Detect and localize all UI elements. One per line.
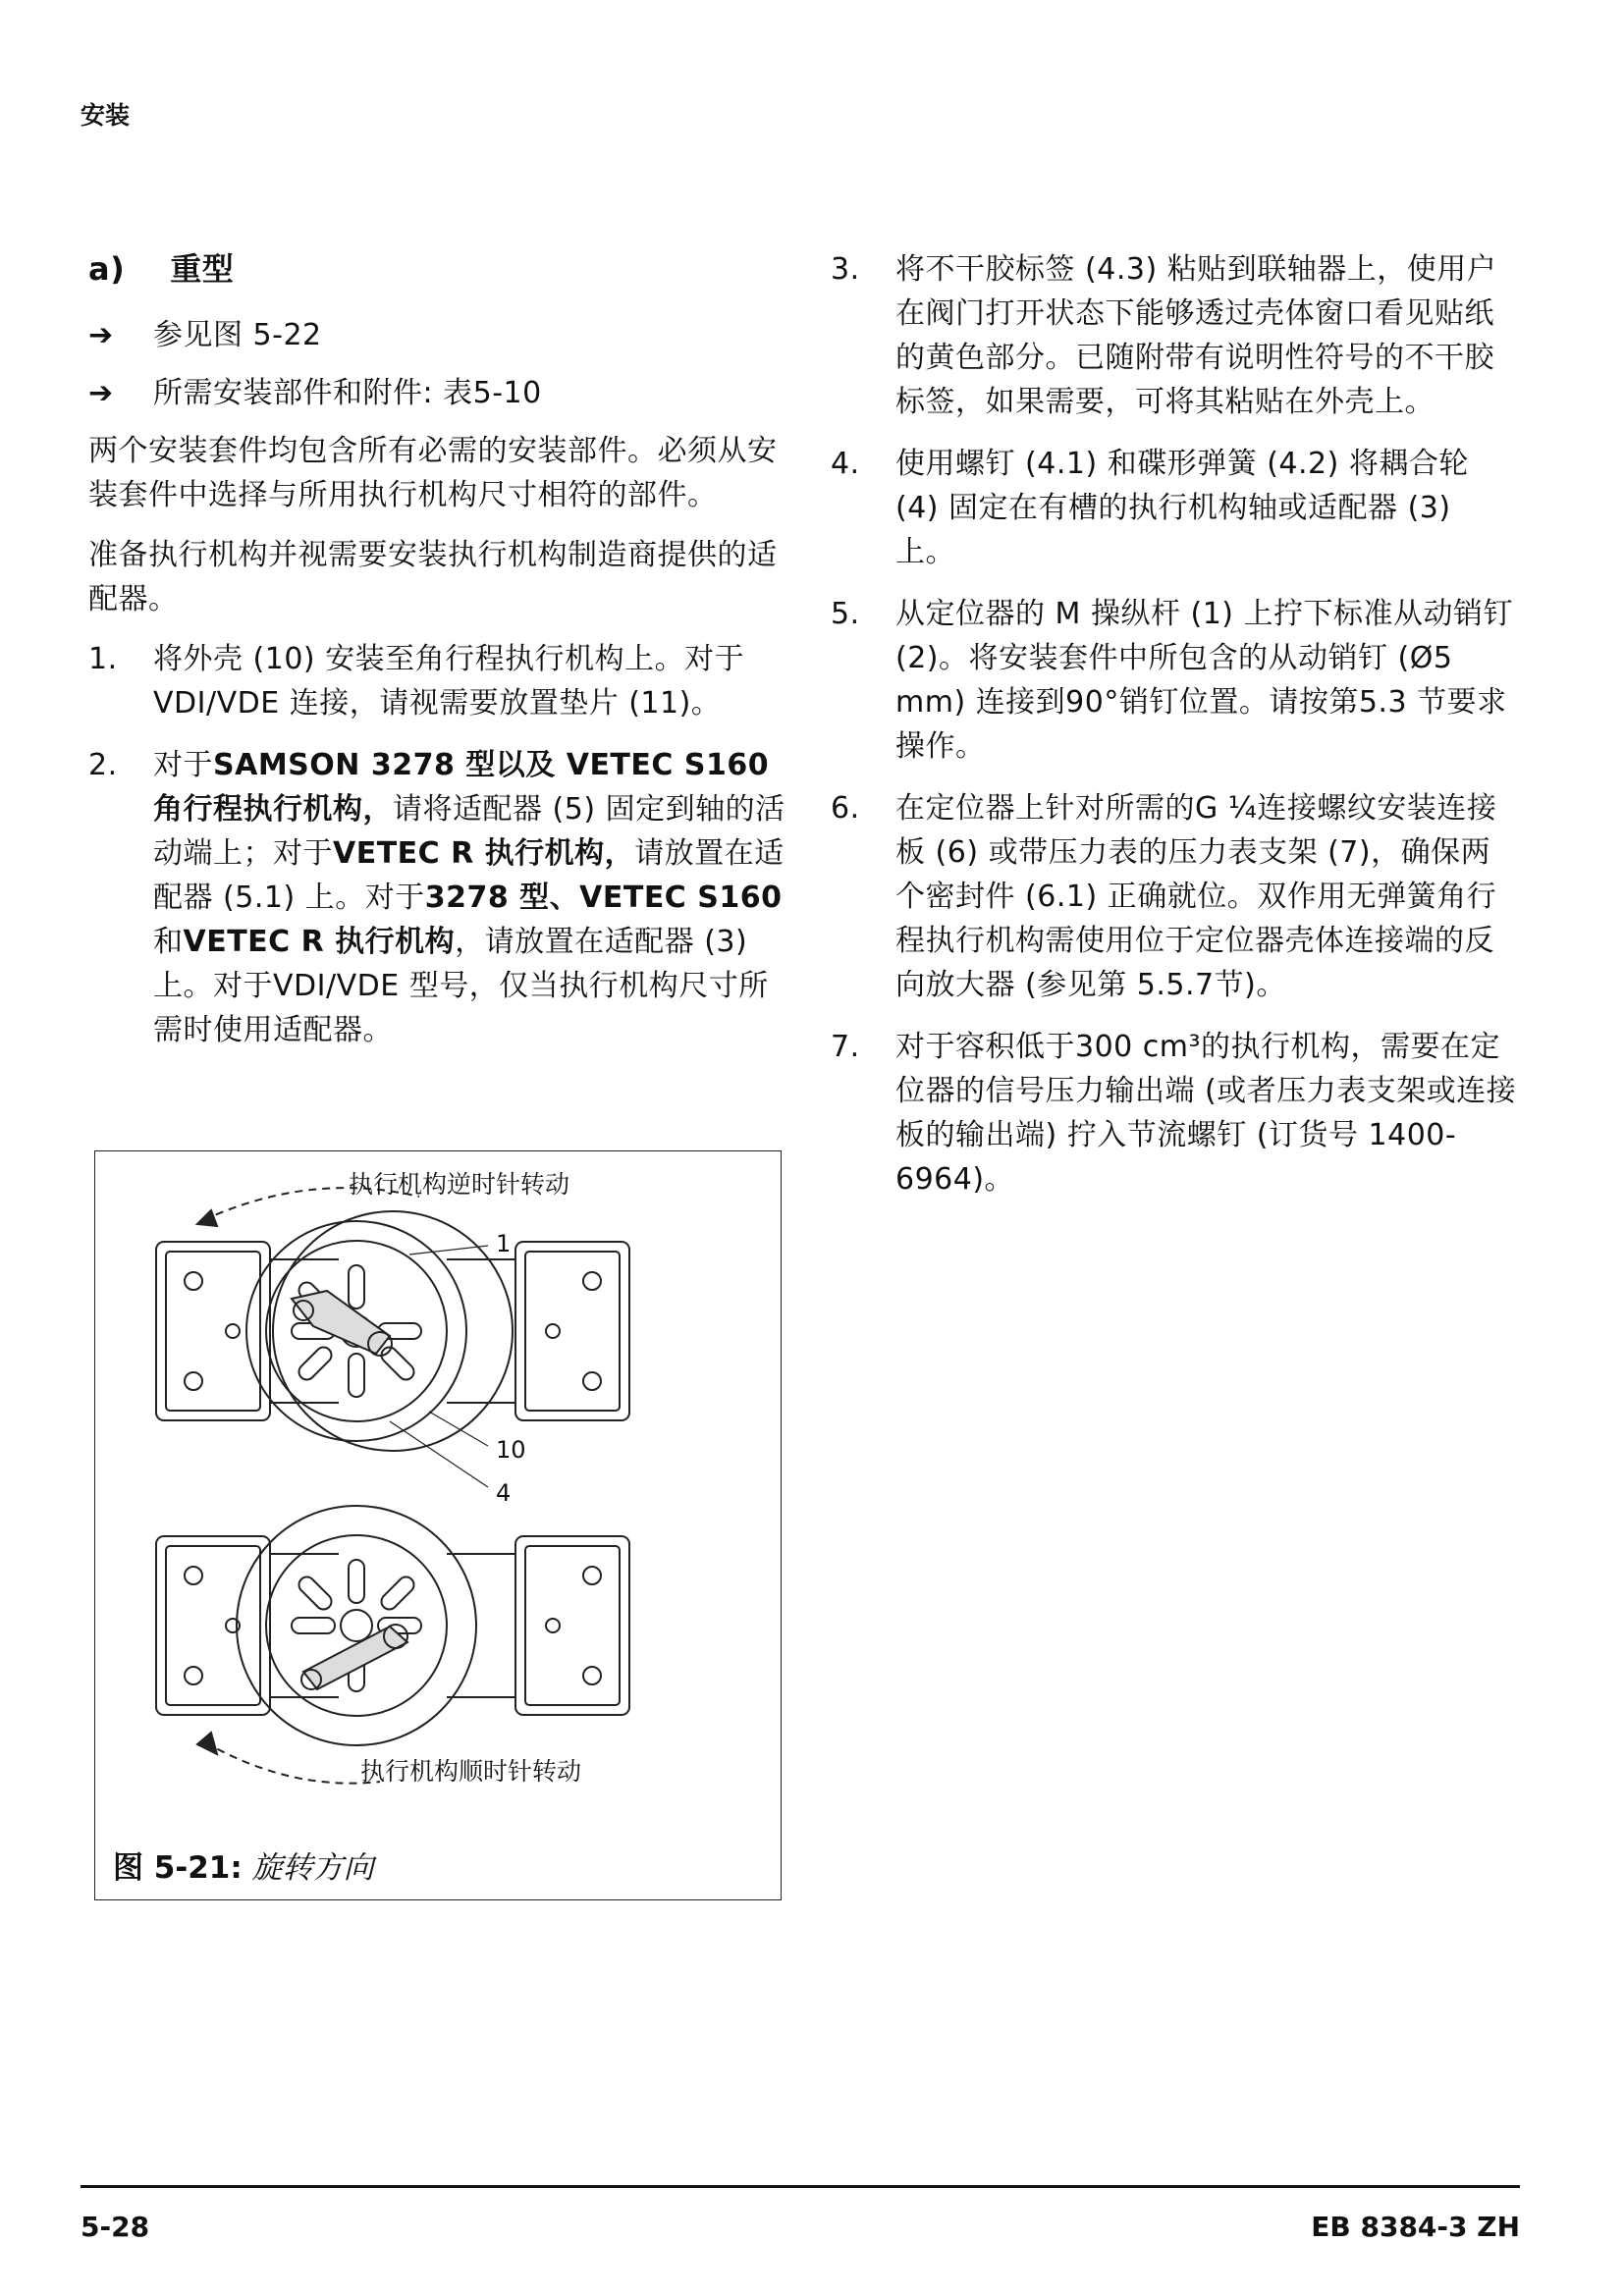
left-column xyxy=(88,247,791,1070)
figure-rotation-direction xyxy=(94,1150,782,1900)
step-number: 5. xyxy=(831,597,860,631)
step-item xyxy=(831,786,1518,1007)
step-text: 从定位器的 M 操纵杆 (1) 上拧下标准从动销钉 (2)。将安装套件中所包含的从动销钉 (Ø5 mm) 连接到90°销钉位置。请按第5.3 节要求操作。 xyxy=(895,597,1514,764)
page-number: 5-28 xyxy=(81,2211,150,2243)
paragraph: 两个安装套件均包含所有必需的安装部件。必须从安装套件中选择与所用执行机构尺寸相符的部件。 xyxy=(88,434,778,512)
caption-text: 旋转方向 xyxy=(251,1850,374,1886)
step-text: 对于容积低于300 cm³的执行机构，需要在定位器的信号压力输出端 (或者压力表支架或连接板的输出端) 拧入节流螺钉 (订货号 1400-6964)。 xyxy=(895,1030,1517,1197)
callout-4: 4 xyxy=(496,1479,512,1507)
reference-text: 参见图 5-22 xyxy=(153,318,322,352)
arrow-icon: ➔ xyxy=(88,376,114,410)
reference-item xyxy=(88,313,791,357)
callout-10: 10 xyxy=(496,1436,526,1464)
step-number: 3. xyxy=(831,252,860,287)
step-text: 将外壳 (10) 安装至角行程执行机构上。对于VDI/VDE 连接，请视需要放置垫片 (11)。 xyxy=(153,642,745,721)
step-item xyxy=(831,592,1518,769)
section-heading: 重型 xyxy=(170,250,235,288)
bottom-assembly xyxy=(156,1506,629,1784)
step-number: 6. xyxy=(831,791,860,826)
top-assembly xyxy=(156,1188,629,1487)
right-column xyxy=(831,247,1518,1219)
step-number: 4. xyxy=(831,447,860,481)
step-text: 在定位器上针对所需的G ¼连接螺纹安装连接板 (6) 或带压力表的压力表支架 (7)，确保两个密封件 (6.1) 正确就位。双作用无弹簧角行程执行机构需使用位于定位器壳体连接端的反向放大器 (参见第 5.5.7节)。 xyxy=(895,791,1497,1002)
actuator-drawing xyxy=(95,1151,783,1901)
caption-number: 图 5-21: xyxy=(113,1850,243,1886)
section-title xyxy=(88,247,791,292)
document-id: EB 8384-3 ZH xyxy=(1311,2211,1520,2243)
label-counterclockwise: 执行机构逆时针转动 xyxy=(349,1170,570,1199)
figure-caption xyxy=(113,1842,374,1887)
step-text: 使用螺钉 (4.1) 和碟形弹簧 (4.2) 将耦合轮 (4) 固定在有槽的执行机构轴或适配器 (3) 上。 xyxy=(895,447,1469,569)
section-marker: a) xyxy=(88,250,126,288)
callout-1: 1 xyxy=(496,1230,512,1257)
step-item xyxy=(831,247,1518,424)
step-item xyxy=(88,743,791,1052)
label-clockwise: 执行机构顺时针转动 xyxy=(360,1757,582,1786)
reference-text: 所需安装部件和附件: 表5-10 xyxy=(153,376,542,410)
arrow-icon: ➔ xyxy=(88,318,114,352)
step-item xyxy=(831,442,1518,574)
step-item xyxy=(88,637,791,725)
paragraph: 准备执行机构并视需要安装执行机构制造商提供的适配器。 xyxy=(88,538,778,616)
running-header: 安装 xyxy=(81,101,131,130)
reference-item xyxy=(88,371,791,415)
footer-rule xyxy=(81,2185,1520,2188)
step-number: 2. xyxy=(88,748,118,782)
step-item xyxy=(831,1025,1518,1201)
step-number: 1. xyxy=(88,642,118,676)
step-text: 将不干胶标签 (4.3) 粘贴到联轴器上，使用户在阀门打开状态下能够透过壳体窗口看见贴纸的黄色部分。已随附带有说明性符号的不干胶标签，如果需要，可将其粘贴在外壳上。 xyxy=(895,252,1497,419)
step-number: 7. xyxy=(831,1030,860,1064)
step-text: 对于SAMSON 3278 型以及 VETEC S160 角行程执行机构，请将适配器 (5) 固定到轴的活动端上；对于VETEC R 执行机构，请放置在适配器 (5.1) 上。对于3278 型、VETEC S160和VETEC R 执行机构，请放置在适配器 (3) 上。对于VDI/VDE 型号，仅当执行机构尺寸所需时使用适配器。 xyxy=(153,748,785,1047)
